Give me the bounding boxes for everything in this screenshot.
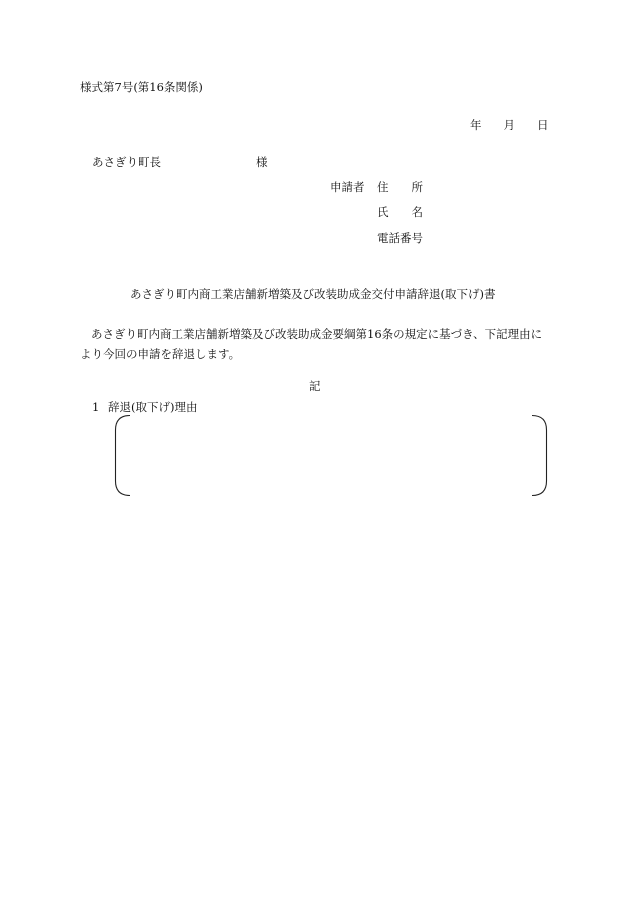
document-title: あさぎり町内商工業店舗新増築及び改装助成金交付申請辞退(取下げ)書 xyxy=(130,287,496,301)
date-day: 日 xyxy=(537,118,549,132)
applicant-address-label xyxy=(377,182,423,194)
name-label-char-1: 氏 xyxy=(377,205,389,219)
form-number: 様式第7号(第16条関係) xyxy=(80,80,203,94)
applicant-name-label xyxy=(377,207,423,219)
applicant-label: 申請者 xyxy=(330,180,365,194)
address-label-char-1: 住 xyxy=(377,180,389,194)
address-label-char-2: 所 xyxy=(411,180,423,194)
date-year: 年 xyxy=(470,118,482,132)
section-1-heading xyxy=(92,402,197,414)
reason-bracket-box[interactable] xyxy=(114,414,548,497)
section-1-label: 辞退(取下げ)理由 xyxy=(108,400,198,414)
addressee-name: あさぎり町長 xyxy=(92,155,161,169)
date-line xyxy=(470,120,549,132)
date-month: 月 xyxy=(503,118,515,132)
section-1-number: 1 xyxy=(92,400,100,414)
body-paragraph: あさぎり町内商工業店舗新増築及び改装助成金要綱第16条の規定に基づき、下記理由により今回の申請を辞退します。 xyxy=(80,327,543,361)
bracket-lines xyxy=(114,414,548,497)
ki-heading: 記 xyxy=(309,379,321,393)
addressee-honorific: 様 xyxy=(256,155,268,169)
applicant-phone-label: 電話番号 xyxy=(377,231,423,245)
name-label-char-2: 名 xyxy=(411,205,423,219)
